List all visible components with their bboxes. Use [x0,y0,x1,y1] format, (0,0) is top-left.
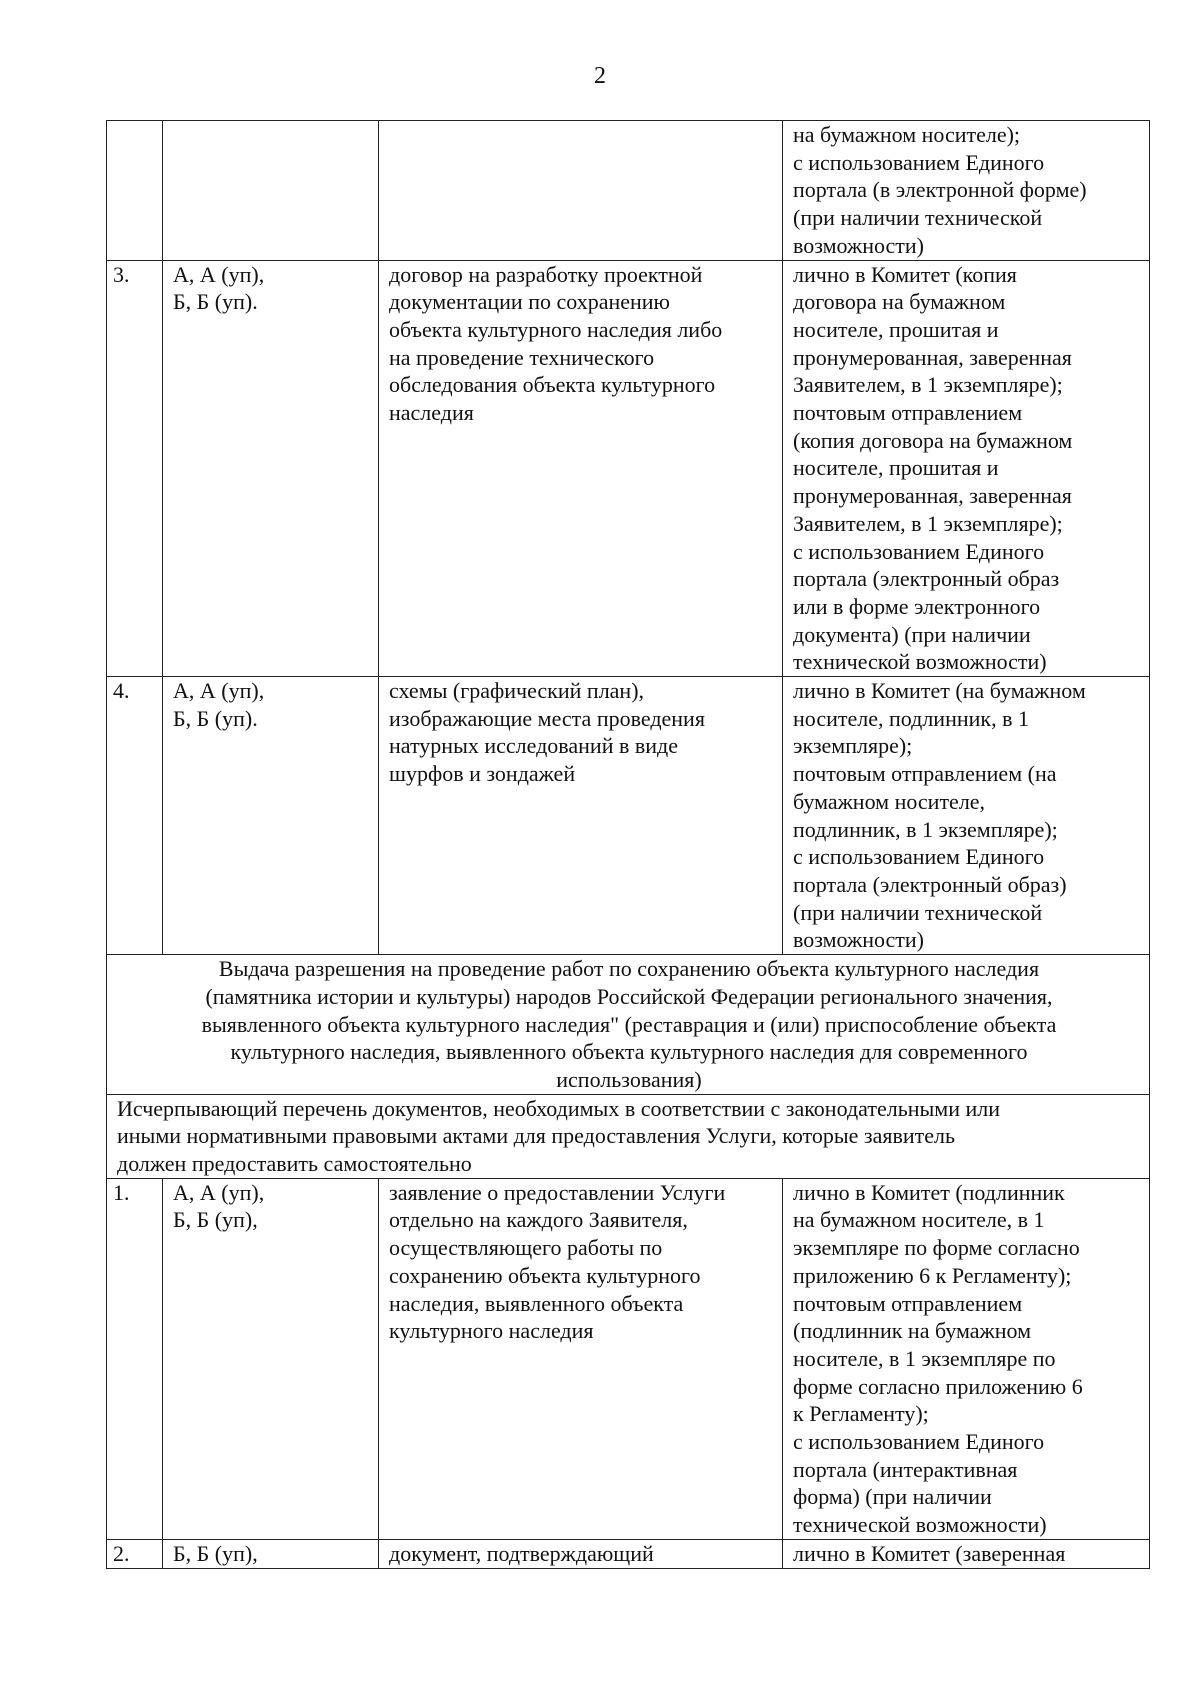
text-line: заявление о предоставлении Услуги [389,1179,726,1205]
document-name-cell [379,1539,783,1568]
text-line: на проведение технического [389,344,655,370]
text-line: с использованием Единого [793,1429,1045,1455]
text-line: схемы (графический план), [389,678,645,704]
text-line: иными нормативными правовыми актами для предоставления Услуги, которые заявитель [117,1123,956,1149]
text-line: с использованием Единого [793,149,1045,175]
text-line: лично в Комитет (на бумажном [793,678,1086,704]
text-line: (подлинник на бумажном [793,1318,1032,1344]
text-line: с использованием Единого [793,844,1045,870]
text-line: Исчерпывающий перечень документов, необходимых в соответствии с законодательными или [117,1095,1000,1121]
text-line: Б, Б (уп). [173,289,258,315]
text-line: договор на разработку проектной [389,261,703,287]
section-note-row [107,1094,1150,1178]
applicant-category-cell [163,1539,379,1568]
text-line: приложению 6 к Регламенту); [793,1262,1072,1288]
text-line: лично в Комитет (заверенная [793,1540,1066,1566]
table-row-continuation [107,121,1150,261]
text-line: к Регламенту); [793,1401,929,1427]
row-number: 4. [113,678,130,704]
text-line: Б, Б (уп), [173,1540,258,1566]
text-line: А, А (уп), [173,678,265,704]
text-line: договора на бумажном [793,289,1006,315]
document-name-cell [379,260,783,677]
text-line: на бумажном носителе, в 1 [793,1207,1045,1233]
submission-method-cell [783,1539,1150,1568]
text-line: объекта культурного наследия либо [389,316,723,342]
row-number: 2. [113,1540,130,1566]
text-line: использования) [556,1066,702,1092]
text-line: наследия [389,400,474,426]
submission-method-cell [783,1178,1150,1539]
text-line: наследия, выявленного объекта [389,1290,684,1316]
table-row-section-1 [107,1178,1150,1539]
text-line: осуществляющего работы по [389,1235,663,1261]
table-row-section-2 [107,1539,1150,1568]
text-line: (при наличии технической [793,205,1043,231]
document-name-cell [379,677,783,955]
text-line: Заявителем, в 1 экземпляре); [793,372,1063,398]
row-number: 1. [113,1179,130,1205]
row-number-cell [107,260,163,677]
applicant-category-cell [163,121,379,261]
text-line: носителе, прошитая и [793,316,999,342]
text-line: культурного наследия [389,1318,594,1344]
text-line: (памятника истории и культуры) народов Российской Федерации регионального значения, [205,983,1053,1009]
section-note-cell [107,1094,1150,1178]
text-line: А, А (уп), [173,261,265,287]
text-line: портала (электронный образ) [793,871,1067,897]
row-number-cell [107,677,163,955]
text-line: почтовым отправлением [793,1290,1023,1316]
text-line: носителе, подлинник, в 1 [793,705,1029,731]
text-line: документации по сохранению [389,289,670,315]
text-line: Заявителем, в 1 экземпляре); [793,510,1063,536]
text-line: лично в Комитет (копия [793,261,1017,287]
text-line: носителе, в 1 экземпляре по [793,1345,1056,1371]
text-line: обследования объекта культурного [389,372,716,398]
text-line: или в форме электронного [793,593,1041,619]
applicant-category-cell [163,1178,379,1539]
text-line: отдельно на каждого Заявителя, [389,1207,688,1233]
text-line: экземпляре); [793,733,913,759]
text-line: А, А (уп), [173,1179,265,1205]
row-number: 3. [113,261,130,287]
text-line: культурного наследия, выявленного объекта культурного наследия для современного [230,1039,1028,1065]
text-line: портала (электронный образ [793,566,1060,592]
text-line: технической возможности) [793,1512,1047,1538]
applicant-category-cell [163,260,379,677]
text-line: почтовым отправлением (на [793,761,1057,787]
applicant-category-cell [163,677,379,955]
text-line: форма) (при наличии [793,1484,992,1510]
row-number-cell [107,1539,163,1568]
section-title-row [107,955,1150,1095]
text-line: технической возможности) [793,649,1047,675]
text-line: Б, Б (уп), [173,1207,258,1233]
text-line: Выдача разрешения на проведение работ по сохранению объекта культурного наследия [218,956,1040,982]
text-line: документа) (при наличии [793,621,1031,647]
page-number: 2 [594,63,606,89]
text-line: шурфов и зондажей [389,761,576,787]
text-line: натурных исследований в виде [389,733,678,759]
text-line: выявленного объекта культурного наследия" (реставрация и (или) приспособление объекта [201,1011,1057,1037]
text-line: сохранению объекта культурного [389,1262,701,1288]
text-line: портала (в электронной форме) [793,177,1087,203]
document-name-cell [379,121,783,261]
submission-method-cell [783,260,1150,677]
text-line: пронумерованная, заверенная [793,483,1072,509]
text-line: портала (интерактивная [793,1456,1018,1482]
text-line: подлинник, в 1 экземпляре); [793,816,1058,842]
text-line: форме согласно приложению 6 [793,1373,1083,1399]
text-line: возможности) [793,232,924,258]
text-line: экземпляре по форме согласно [793,1235,1080,1261]
row-number-cell [107,1178,163,1539]
text-line: с использованием Единого [793,538,1045,564]
table-row-4 [107,677,1150,955]
text-line: бумажном носителе, [793,788,986,814]
table-row-3 [107,260,1150,677]
submission-method-cell [783,677,1150,955]
text-line: возможности) [793,927,924,953]
section-title-cell [107,955,1150,1095]
text-line: изображающие места проведения [389,705,705,731]
text-line: (при наличии технической [793,899,1043,925]
submission-method-cell [783,121,1150,261]
text-line: носителе, прошитая и [793,455,999,481]
text-line: должен предоставить самостоятельно [117,1151,472,1177]
text-line: (копия договора на бумажном [793,427,1073,453]
text-line: Б, Б (уп). [173,705,258,731]
text-line: пронумерованная, заверенная [793,344,1072,370]
text-line: на бумажном носителе); [793,122,1021,147]
text-line: лично в Комитет (подлинник [793,1179,1065,1205]
document-name-cell [379,1178,783,1539]
text-line: почтовым отправлением [793,400,1023,426]
row-number-cell [107,121,163,261]
documents-table [106,120,1150,1569]
text-line: документ, подтверждающий [389,1540,654,1566]
